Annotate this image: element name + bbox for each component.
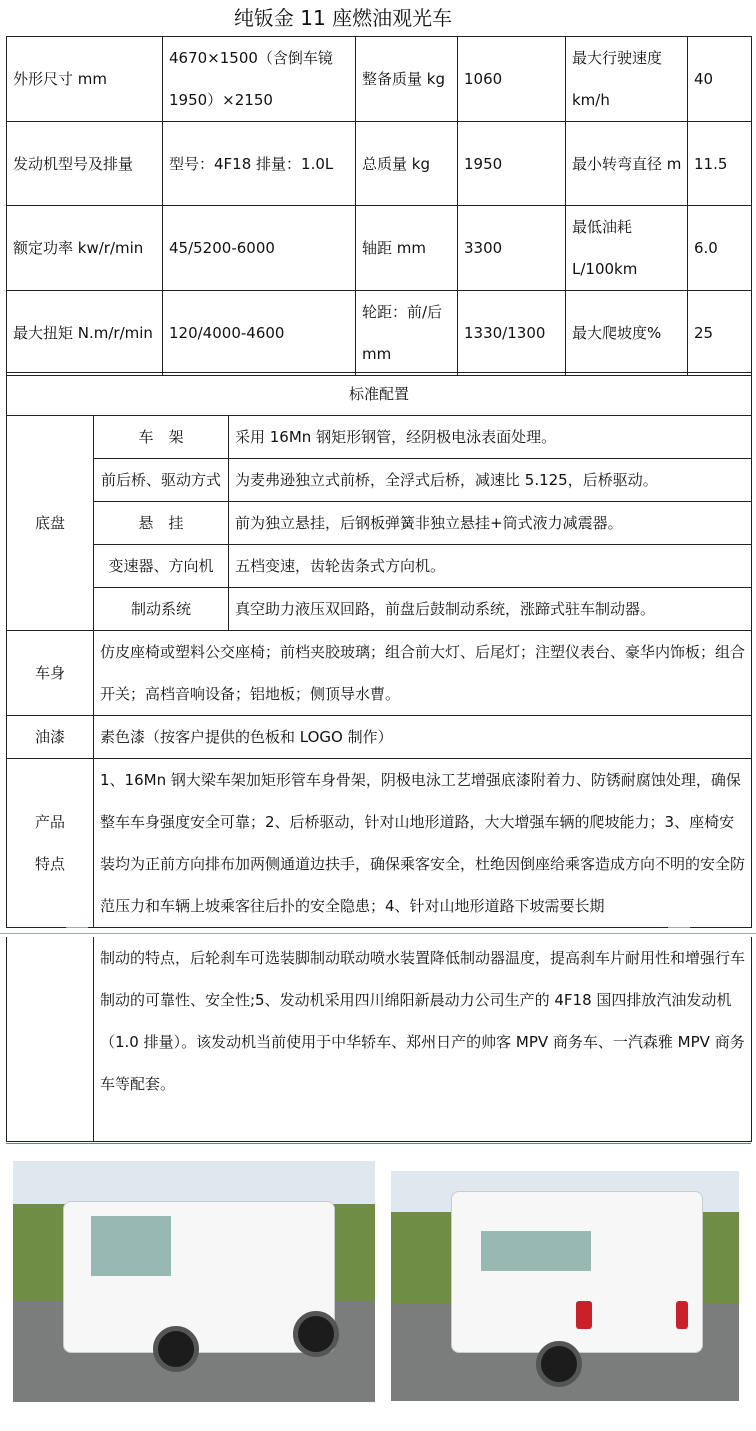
- chassis-item-text: 真空助力液压双回路，前盘后鼓制动系统，涨蹄式驻车制动器。: [229, 588, 752, 631]
- spec-value: 120/4000-4600: [163, 291, 356, 376]
- spec-value: 4670×1500（含倒车镜 1950）×2150: [163, 37, 356, 122]
- table-row: [7, 37, 752, 122]
- page-break: [0, 921, 756, 935]
- chassis-item-label: 悬 挂: [94, 502, 229, 545]
- chassis-item-label: 前后桥、驱动方式: [94, 459, 229, 502]
- spec-label: 最小转弯直径 m: [566, 122, 688, 206]
- bus-tail-light: [676, 1301, 688, 1329]
- spec-label: 最大行驶速度 km/h: [566, 37, 688, 122]
- features-label: [7, 759, 94, 928]
- table-row: [7, 459, 752, 502]
- chassis-item-label: 车 架: [94, 416, 229, 459]
- spec-label: 整备质量 kg: [356, 37, 458, 122]
- spec-value: 1330/1300: [458, 291, 566, 376]
- spec-label: 额定功率 kw/r/min: [7, 206, 163, 291]
- features-label-line1: 产品: [34, 813, 65, 831]
- page-break-mark: [66, 927, 88, 928]
- table-row: [7, 206, 752, 291]
- table-row: [7, 716, 752, 759]
- table-row: [7, 545, 752, 588]
- paint-text: 素色漆（按客户提供的色板和 LOGO 制作）: [94, 716, 752, 759]
- spec-label: 外形尺寸 mm: [7, 37, 163, 122]
- spec-label: 最低油耗 L/100km: [566, 206, 688, 291]
- table-row: [7, 937, 752, 1142]
- table-row: [7, 502, 752, 545]
- features-continued-text: 制动的特点，后轮刹车可选装脚制动联动喷水装置降低制动器温度，提高刹车片耐用性和增强行车制动的可靠性、安全性;5、发动机采用四川绵阳新晨动力公司生产的 4F18 国四排放汽油发动机（1.0 排量）。该发动机当前使用于中华轿车、郑州日产的帅客 MPV 商务车、一汽森雅 MPV 商务车等配套。: [94, 937, 752, 1142]
- spec-label: 总质量 kg: [356, 122, 458, 206]
- chassis-item-label: 制动系统: [94, 588, 229, 631]
- table-row: [7, 759, 752, 928]
- config-header: 标准配置: [7, 373, 752, 416]
- spec-value: 40: [688, 37, 752, 122]
- page-break-mark: [668, 927, 690, 928]
- table-row: [7, 631, 752, 716]
- body-text: 仿皮座椅或塑料公交座椅；前档夹胶玻璃；组合前大灯、后尾灯；注塑仪表台、豪华内饰板；组合开关；高档音响设备；铝地板；侧顶导水曹。: [94, 631, 752, 716]
- bus-rear-photo: [391, 1171, 739, 1401]
- spec-value: 3300: [458, 206, 566, 291]
- bus-tail-light: [576, 1301, 592, 1329]
- bus-wheel: [153, 1326, 199, 1372]
- document-title: 纯钣金 11 座燃油观光车: [233, 6, 453, 30]
- config-table: [6, 372, 752, 928]
- spec-value: 25: [688, 291, 752, 376]
- spec-table: [6, 36, 752, 376]
- spec-value: 1060: [458, 37, 566, 122]
- table-bottom-line: [6, 1143, 751, 1144]
- spec-value: 6.0: [688, 206, 752, 291]
- table-row: [7, 122, 752, 206]
- chassis-item-text: 五档变速，齿轮齿条式方向机。: [229, 545, 752, 588]
- spec-value: 11.5: [688, 122, 752, 206]
- spec-value: 1950: [458, 122, 566, 206]
- spec-label: 轮距：前/后 mm: [356, 291, 458, 376]
- chassis-item-text: 前为独立悬挂，后钢板弹簧非独立悬挂+筒式液力减震器。: [229, 502, 752, 545]
- bus-side-window: [481, 1231, 591, 1271]
- page-break-line: [0, 933, 756, 934]
- bus-wheel: [536, 1341, 582, 1387]
- features-label-line2: 特点: [34, 855, 65, 873]
- spec-value: 45/5200-6000: [163, 206, 356, 291]
- chassis-item-text: 为麦弗逊独立式前桥，全浮式后桥，减速比 5.125，后桥驱动。: [229, 459, 752, 502]
- spec-label: 发动机型号及排量: [7, 122, 163, 206]
- bus-wheel: [293, 1311, 339, 1357]
- body-label: 车身: [7, 631, 94, 716]
- features-continued-blank: [7, 937, 94, 1142]
- features-text: 1、16Mn 钢大梁车架加矩形管车身骨架，阴极电泳工艺增强底漆附着力、防锈耐腐蚀处理，确保整车车身强度安全可靠；2、后桥驱动，针对山地形道路，大大增强车辆的爬坡能力；3、座椅安装均为正前方向排布加两侧通道边扶手，确保乘客安全，杜绝因倒座给乘客造成方向不明的安全防范压力和车辆上坡乘客往后扑的安全隐患；4、针对山地形道路下坡需要长期: [94, 759, 752, 928]
- paint-label: 油漆: [7, 716, 94, 759]
- spec-label: 最大爬坡度%: [566, 291, 688, 376]
- table-row: [7, 291, 752, 376]
- chassis-label: 底盘: [7, 416, 94, 631]
- bus-front-photo: [13, 1161, 375, 1402]
- features-continued-table: [6, 937, 752, 1142]
- spec-value: 型号：4F18 排量：1.0L: [163, 122, 356, 206]
- spec-label: 最大扭矩 N.m/r/min: [7, 291, 163, 376]
- spec-label: 轴距 mm: [356, 206, 458, 291]
- chassis-item-text: 采用 16Mn 钢矩形钢管，经阴极电泳表面处理。: [229, 416, 752, 459]
- table-row: [7, 416, 752, 459]
- table-row: [7, 588, 752, 631]
- chassis-item-label: 变速器、方向机: [94, 545, 229, 588]
- table-row: [7, 373, 752, 416]
- bus-windshield: [91, 1216, 171, 1276]
